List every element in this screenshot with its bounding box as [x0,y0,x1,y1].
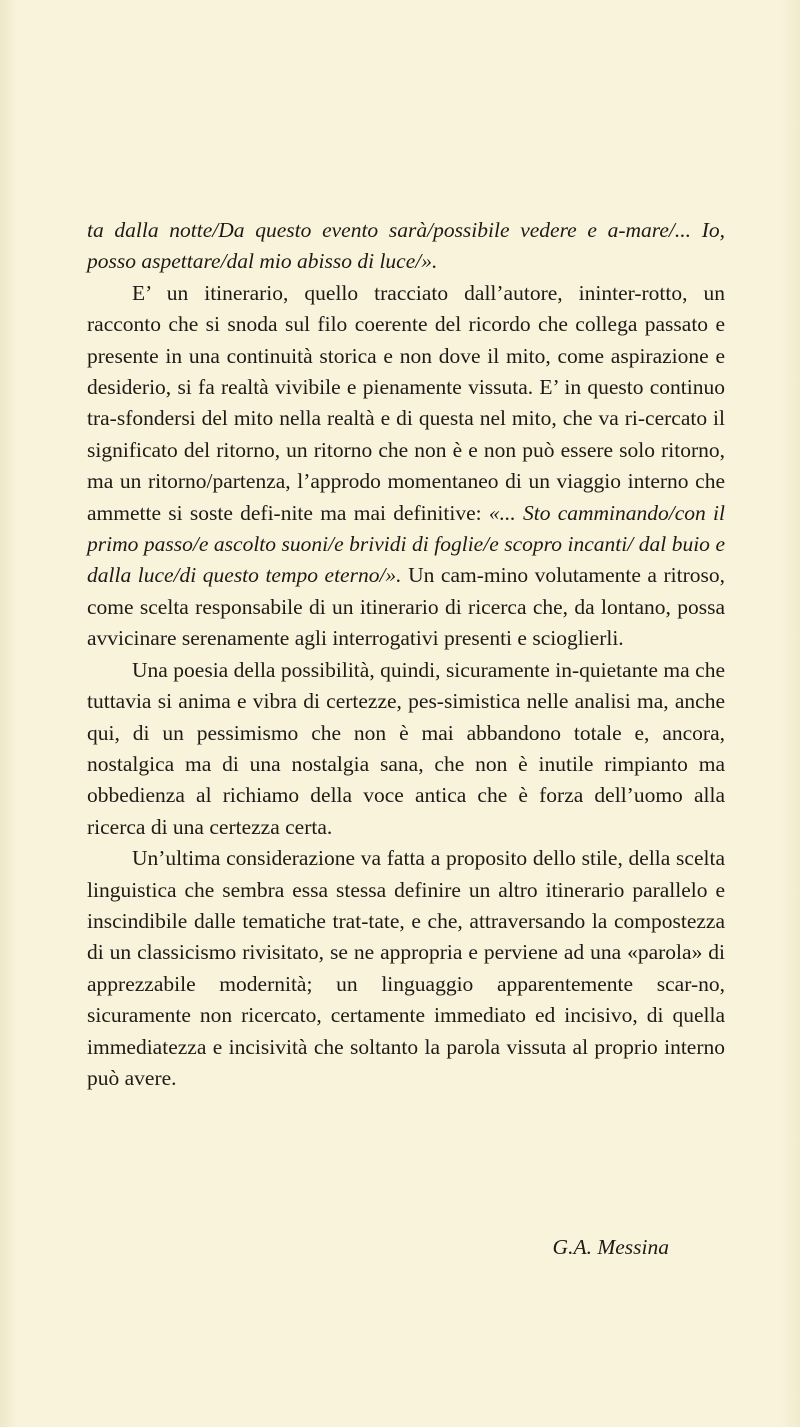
paragraph-2 [87,655,725,843]
text-run: Un cam-mino volutamente a ritroso, come scelta responsabile di un itinerario di ricerca che, da lontano, possa avvicinare serenamente agli interrogativi presenti e scioglierli. [87,563,726,651]
poem-quote: «... Sto camminando/con il primo passo/e ascolto suoni/e brividi di foglie/e scopro incanti/ dal buio e dalla luce/di questo tempo eterno/». [87,500,725,588]
text-run: Una poesia della possibilità, quindi, sicuramente in-quietante ma che tuttavia si anima e vibra di certezze, pes-simistica nelle analisi ma, anche qui, di un pessimismo che non è mai abbandono totale e, ancora, nostalgica ma di una nostalgia sana, che non è inutile rimpianto ma obbedienza al richiamo della voce antica che è forza dell’uomo alla ricerca di una certezza certa. [87,657,725,839]
paragraph-1 [87,278,725,655]
text-run: E’ un itinerario, quello tracciato dall’autore, ininter-rotto, un racconto che si snoda sul filo coerente del ricordo che collega passato e presente in una continuità storica e non dove il mito, come aspirazione e desiderio, si fa realtà vivibile e pienamente vissuta. E’ in questo continuo tra-sfondersi del mito nella realtà e di questa nel mito, che va ri-cercato il significato del ritorno, un ritorno che non è e non può essere solo ritorno, ma un ritorno/partenza, l’approdo momentaneo di un viaggio interno che ammette si soste defi-nite ma mai definitive: [87,280,725,525]
poem-quote: ta dalla notte/Da questo evento sarà/possibile vedere e a-mare/... Io, posso aspettare/dal mio abisso di luce/». [87,218,725,274]
paragraph-3 [87,843,725,1094]
body-text [87,215,725,1094]
text-run: Un’ultima considerazione va fatta a proposito dello stile, della scelta linguistica che sembra essa stessa definire un altro itinerario parallelo e inscindibile dalle tematiche trat-tate, e che, attraversando la compostezza di un classicismo rivisitato, se ne appropria e perviene ad una «parola» di apprezzabile modernità; un linguaggio apparentemente scar-no, sicuramente non ricercato, certamente immediato ed incisivo, di quella immediatezza e incisività che soltanto la parola vissuta al proprio interno può avere. [87,846,725,1090]
paragraph-0 [87,215,725,278]
author-signature: G.A. Messina [552,1235,669,1259]
